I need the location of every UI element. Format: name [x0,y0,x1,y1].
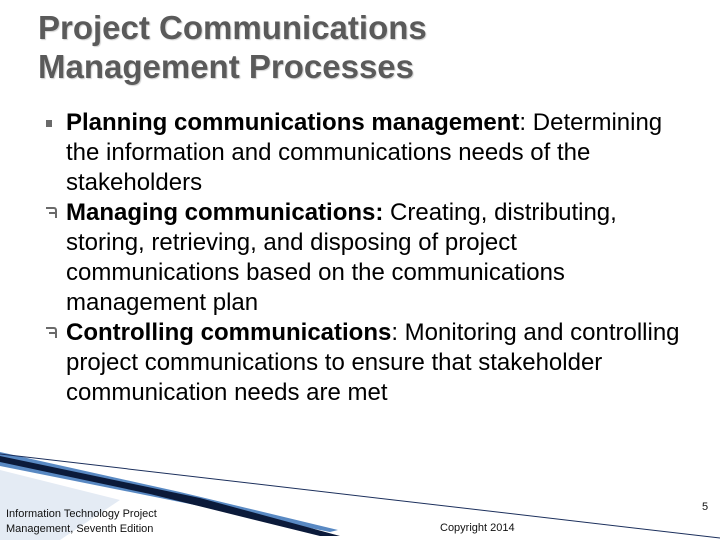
footer-book-line-1: Information Technology Project [6,508,157,520]
slide-title-line-1: Project Communications [38,9,427,46]
hook-bullet-icon [44,198,58,228]
bullet-planning-communications [44,108,684,198]
bullet-separator: : [519,109,527,136]
page-number: 5 [702,501,709,513]
footer-book-line-2: Management, Seventh Edition [6,523,154,535]
footer-copyright: Copyright 2014 [440,522,515,534]
bullet-term: Managing communications: [66,199,384,226]
bullet-separator: : [391,319,399,346]
slide-title [38,8,678,86]
bullet-description: Monitoring and controlling project communications to ensure that stakeholder communication needs are met [66,319,680,406]
slide-title-line-2: Management Processes [38,48,415,85]
bullet-managing-communications [44,198,684,318]
process-bullet-list [44,108,684,408]
bullet-controlling-communications [44,318,684,408]
hook-bullet-icon [44,318,58,348]
square-bullet-icon [44,108,58,138]
bullet-description: Determining the information and communications needs of the stakeholders [66,109,663,196]
footer-book-title [6,507,206,537]
bullet-description: Creating, distributing, storing, retrieving, and disposing of project communications based on the communications management plan [66,199,617,316]
bullet-term: Controlling communications [66,319,392,346]
bullet-term: Planning communications management [66,109,520,136]
